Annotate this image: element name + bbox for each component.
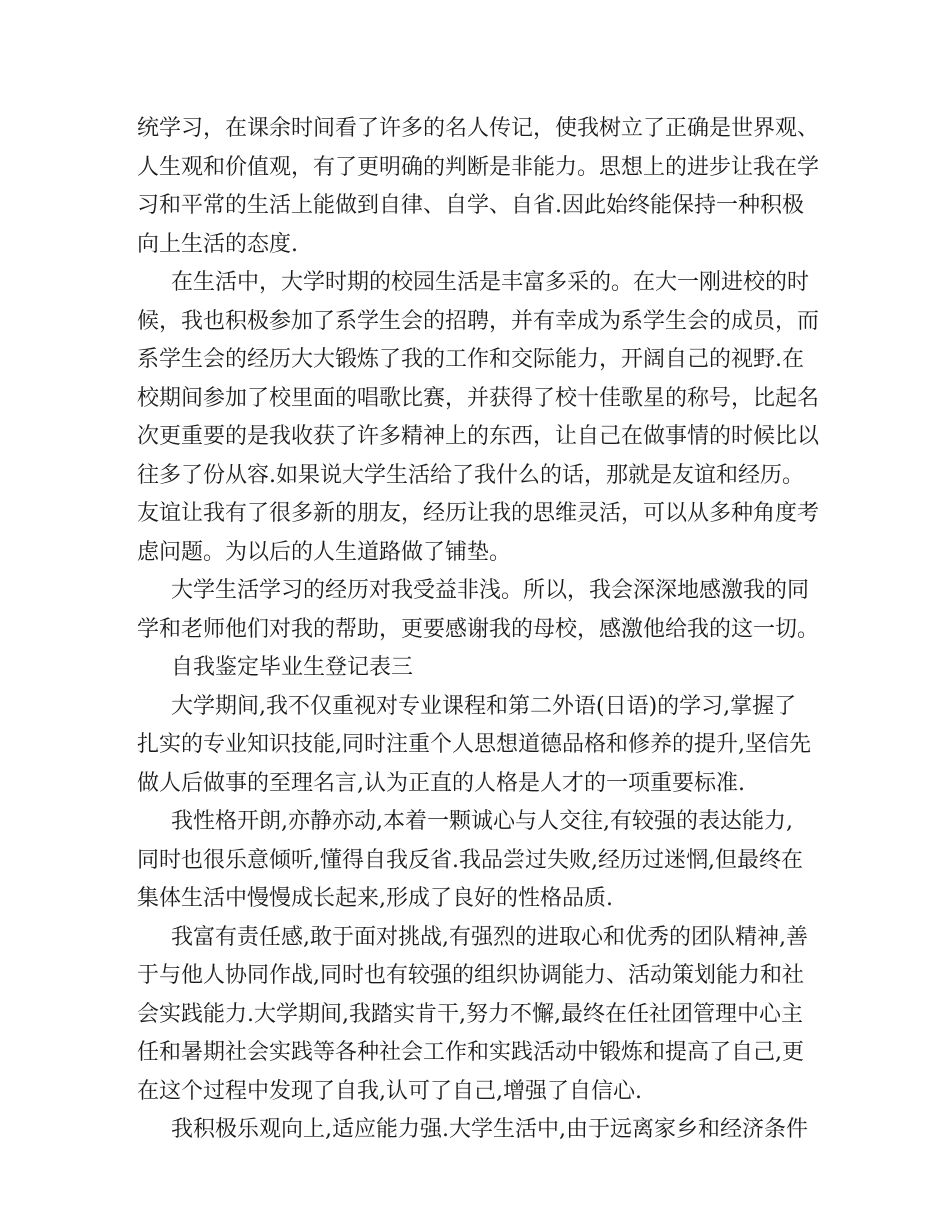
text-line: 候，我也积极参加了系学生会的招聘，并有幸成为系学生会的成员，而 bbox=[137, 308, 820, 334]
text-line: 虑问题。为以后的人生道路做了铺垫。 bbox=[137, 539, 512, 565]
text-line: 做人后做事的至理名言,认为正直的人格是人才的一项重要标准. bbox=[137, 770, 745, 796]
paragraph-first-line: 我积极乐观向上,适应能力强.大学生活中,由于远离家乡和经济条件 bbox=[171, 1117, 808, 1142]
paragraph-first-line: 大学生活学习的经历对我受益非浅。所以，我会深深地感激我的同 bbox=[171, 578, 810, 603]
text-line: 习和平常的生活上能做到自律、自学、自省.因此始终能保持一种积极 bbox=[137, 193, 804, 218]
paragraph-first-line: 自我鉴定毕业生登记表三 bbox=[171, 655, 414, 680]
paragraph-first-line: 我性格开朗,亦静亦动,本着一颗诚心与人交往,有较强的表达能力, bbox=[171, 809, 793, 834]
paragraph-first-line: 大学期间,我不仅重视对专业课程和第二外语(日语)的学习,掌握了 bbox=[171, 693, 797, 719]
paragraph-first-line: 在生活中，大学时期的校园生活是丰富多采的。在大一刚进校的时 bbox=[171, 270, 810, 295]
text-line: 人生观和价值观，有了更明确的判断是非能力。思想上的进步让我在学 bbox=[137, 154, 820, 180]
text-line: 校期间参加了校里面的唱歌比赛，并获得了校十佳歌星的称号，比起名 bbox=[137, 385, 820, 411]
text-line: 次更重要的是我收获了许多精神上的东西，让自己在做事情的时候比以 bbox=[137, 424, 820, 449]
text-line: 学和老师他们对我的帮助，更要感谢我的母校，感激他给我的这一切。 bbox=[137, 616, 820, 642]
text-line: 往多了份从容.如果说大学生活给了我什么的话，那就是友谊和经历。 bbox=[137, 462, 804, 488]
text-line: 同时也很乐意倾听,懂得自我反省.我品尝过失败,经历过迷惘,但最终在 bbox=[137, 847, 803, 873]
text-line: 友谊让我有了很多新的朋友，经历让我的思维灵活，可以从多种角度考 bbox=[137, 501, 820, 526]
text-line: 任和暑期社会实践等各种社会工作和实践活动中锻炼和提高了自己,更 bbox=[137, 1040, 804, 1065]
paragraph-first-line: 我富有责任感,敢于面对挑战,有强烈的进取心和优秀的团队精神,善 bbox=[171, 924, 808, 950]
text-line: 系学生会的经历大大锻炼了我的工作和交际能力，开阔自己的视野.在 bbox=[137, 347, 804, 372]
document-body bbox=[137, 110, 827, 1150]
text-line: 会实践能力.大学期间,我踏实肯干,努力不懈,最终在任社团管理中心主 bbox=[137, 1001, 803, 1027]
text-line: 向上生活的态度. bbox=[137, 231, 298, 257]
text-line: 集体生活中慢慢成长起来,形成了良好的性格品质. bbox=[137, 886, 613, 911]
text-line: 扎实的专业知识技能,同时注重个人思想道德品格和修养的提升,坚信先 bbox=[137, 732, 811, 757]
text-line: 统学习，在课余时间看了许多的名人传记，使我树立了正确是世界观、 bbox=[137, 116, 820, 141]
text-line: 于与他人协同作战,同时也有较强的组织协调能力、活动策划能力和社 bbox=[137, 963, 804, 988]
text-line: 在这个过程中发现了自我,认可了自己,增强了自信心. bbox=[137, 1078, 642, 1104]
